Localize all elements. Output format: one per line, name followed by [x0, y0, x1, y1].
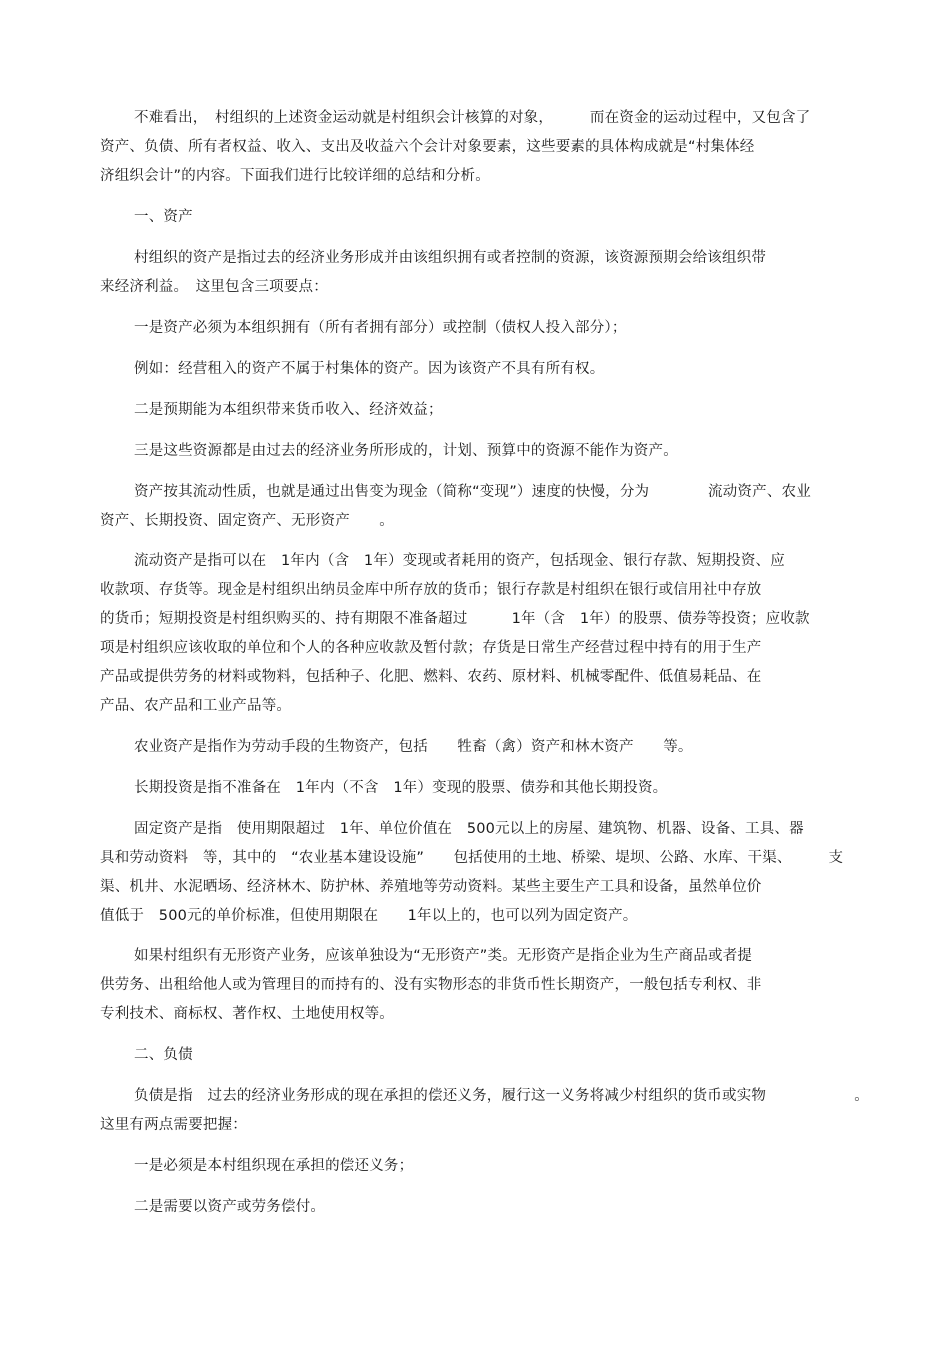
text-line: 资产、负债、所有者权益、收入、支出及收益六个会计对象要素，这些要素的具体构成就是“村集体经 [100, 139, 755, 155]
text-line: 济组织会计”的内容。下面我们进行比较详细的总结和分析。 [100, 168, 490, 184]
text-line: 产品或提供劳务的材料或物料，包括种子、化肥、燃料、农药、原材料、机械零配件、低值易耗品、在 [100, 669, 762, 685]
text-line: 专利技术、商标权、著作权、土地使用权等。 [100, 1006, 394, 1022]
text-line: 长期投资是指不准备在 1年内（不含 1年）变现的股票、债券和其他长期投资。 [134, 780, 668, 796]
section-heading: 一、资产 [134, 209, 193, 225]
text-line: 具和劳动资料 等，其中的 “农业基本建设设施” 包括使用的土地、桥梁、堤坝、公路、水库、干渠、 支 [100, 850, 844, 866]
text-line: 农业资产是指作为劳动手段的生物资产，包括 牲畜（禽）资产和林木资产 等。 [134, 739, 693, 755]
text-line: 如果村组织有无形资产业务，应该单独设为“无形资产”类。无形资产是指企业为生产商品或者提 [134, 948, 753, 964]
text-line: 收款项、存货等。现金是村组织出纳员金库中所存放的货币；银行存款是村组织在银行或信用社中存放 [100, 582, 762, 598]
text-line: 一是必须是本村组织现在承担的偿还义务； [134, 1158, 414, 1174]
text-line: 二是需要以资产或劳务偿付。 [134, 1199, 326, 1215]
text-line: 不难看出， 村组织的上述资金运动就是村组织会计核算的对象， 而在资金的运动过程中，又包含了 [134, 110, 811, 126]
text-line: 负债是指 过去的经济业务形成的现在承担的偿还义务，履行这一义务将减少村组织的货币或实物 。 [134, 1088, 869, 1104]
text-line: 例如：经营租入的资产不属于村集体的资产。因为该资产不具有所有权。 [134, 361, 605, 377]
text-line: 固定资产是指 使用期限超过 1年、单位价值在 500元以上的房屋、建筑物、机器、设备、工具、器 [134, 821, 804, 837]
text-line: 村组织的资产是指过去的经济业务形成并由该组织拥有或者控制的资源，该资源预期会给该组织带 [134, 250, 767, 266]
text-line: 流动资产是指可以在 1年内（含 1年）变现或者耗用的资产，包括现金、银行存款、短期投资、应 [134, 553, 785, 569]
text-line: 一是资产必须为本组织拥有（所有者拥有部分）或控制（债权人投入部分）； [134, 320, 627, 336]
text-line: 二是预期能为本组织带来货币收入、经济效益； [134, 402, 443, 418]
text-line: 三是这些资源都是由过去的经济业务所形成的，计划、预算中的资源不能作为资产。 [134, 443, 678, 459]
text-line: 的货币；短期投资是村组织购买的、持有期限不准备超过 1年（含 1年）的股票、债券等投资；应收款 [100, 611, 810, 627]
text-line: 渠、机井、水泥晒场、经济林木、防护林、养殖地等劳动资料。某些主要生产工具和设备，虽然单位价 [100, 879, 762, 895]
text-line: 供劳务、出租给他人或为管理目的而持有的、没有实物形态的非货币性长期资产，一般包括专利权、非 [100, 977, 762, 993]
section-heading: 二、负债 [134, 1047, 193, 1063]
text-line: 资产按其流动性质，也就是通过出售变为现金（简称“变现”）速度的快慢，分为 流动资产、农业 [134, 484, 811, 500]
text-line: 来经济利益。 这里包含三项要点： [100, 279, 328, 295]
text-line: 值低于 500元的单价标准，但使用期限在 1年以上的，也可以列为固定资产。 [100, 908, 638, 924]
text-line: 这里有两点需要把握： [100, 1117, 247, 1133]
text-line: 项是村组织应该收取的单位和个人的各种应收款及暂付款；存货是日常生产经营过程中持有的用于生产 [100, 640, 762, 656]
text-line: 资产、长期投资、固定资产、无形资产 。 [100, 513, 394, 529]
text-line: 产品、农产品和工业产品等。 [100, 698, 292, 714]
